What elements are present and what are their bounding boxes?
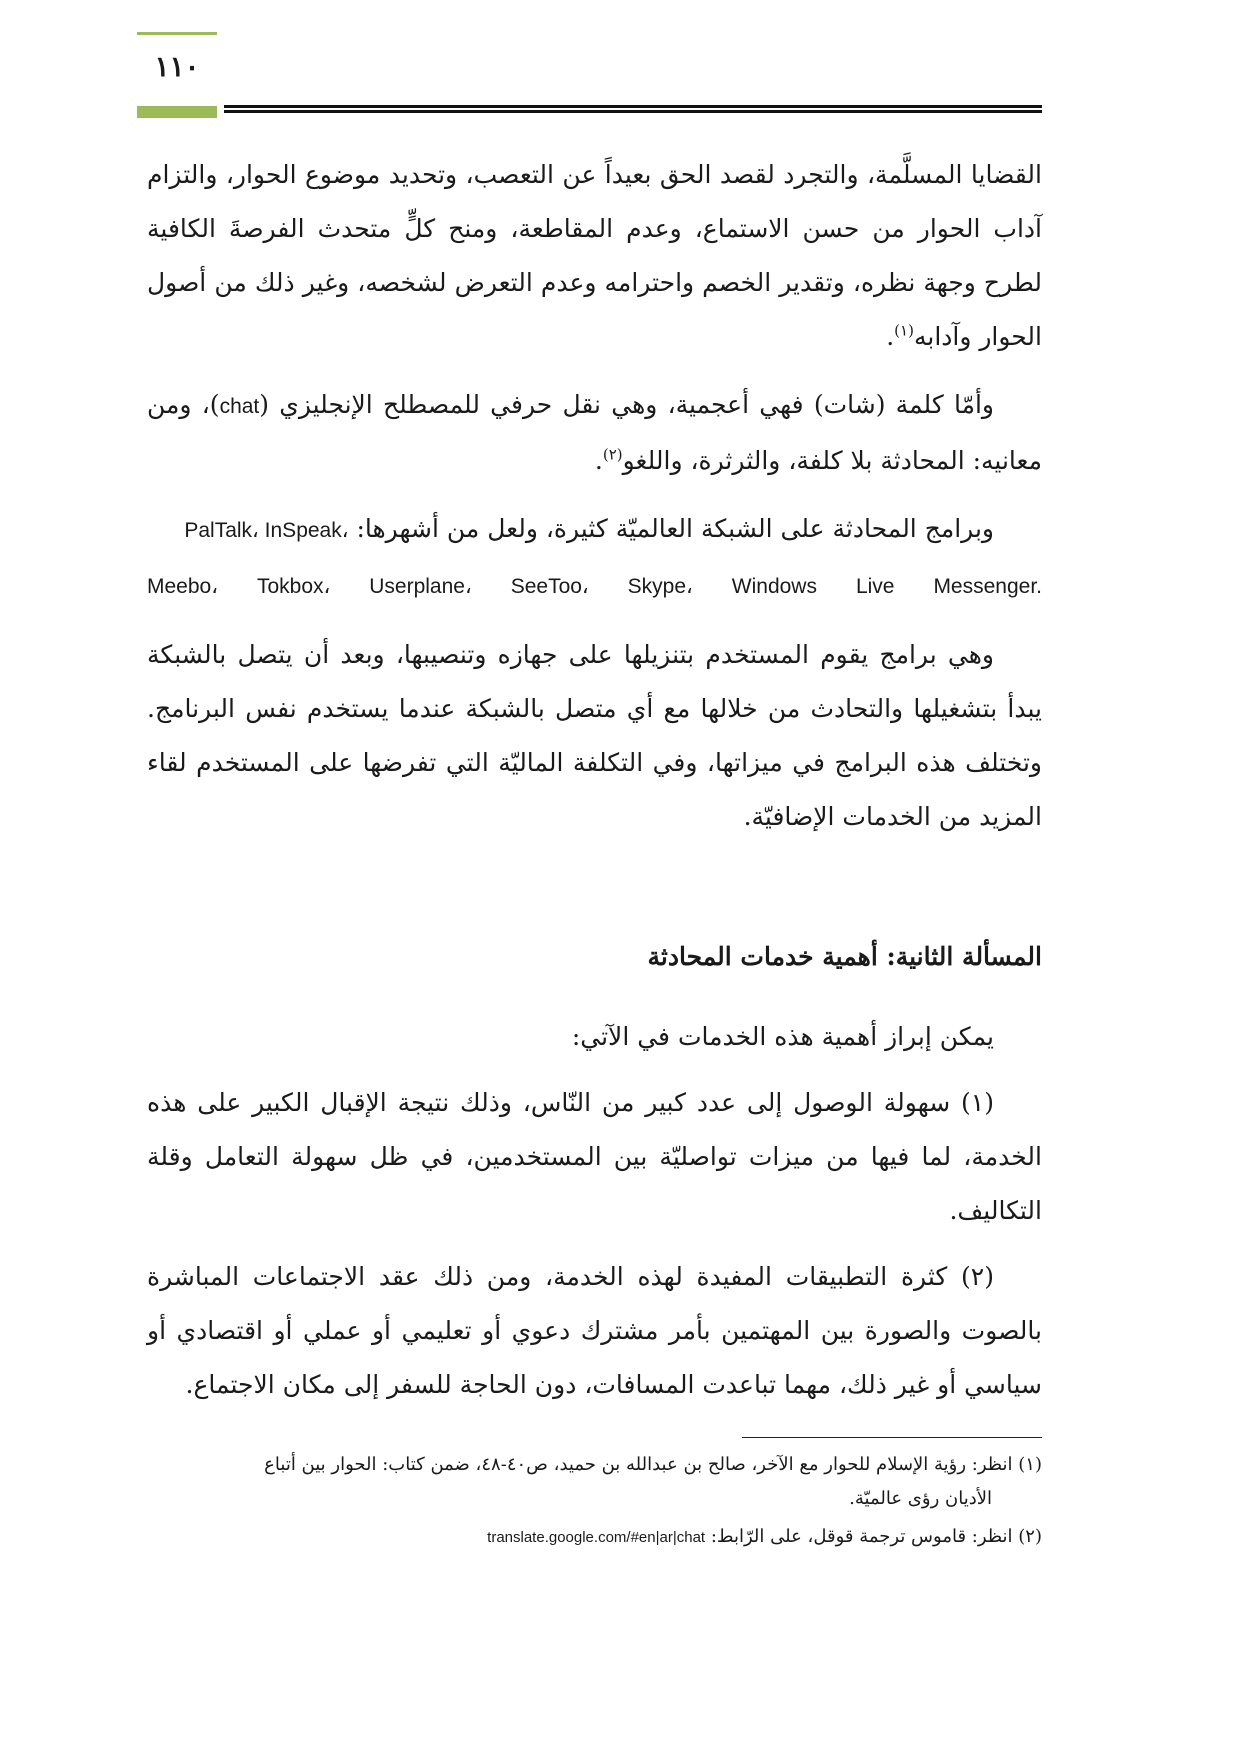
footnote-2-text: (٢) انظر: قاموس ترجمة قوقل، على الرّابط: [705, 1526, 1042, 1547]
header-rule [224, 105, 1042, 113]
footnote-divider [742, 1437, 1042, 1438]
paragraph-2 [147, 378, 1042, 488]
program-names-2: Meebo، Tokbox، Userplane، SeeToo، Skype، Windows Live Messenger. [147, 575, 1042, 598]
section-2-text [147, 1010, 1042, 1424]
section-2-intro: يمكن إبراز أهمية هذه الخدمات في الآتي: [571, 1022, 994, 1051]
header-accent-bar [137, 106, 217, 118]
page-number-rule [137, 32, 217, 35]
footnote-1 [147, 1448, 1042, 1482]
paragraph-1-text: القضايا المسلَّمة، والتجرد لقصد الحق بعيداً عن التعصب، وتحديد موضوع الحوار، والتزام آداب الحوار من حسن الاستماع، وعدم المقاطعة، ومنح كلٍّ متحدث الفرصةَ الكافية لطرح وجهة نظره، وتقدير الخصم واحترامه وعدم التعرض لشخصه، وغير ذلك من أصول الحوار وآدابه [147, 160, 1042, 351]
body-text [147, 148, 1042, 858]
paragraph-1-end: . [886, 322, 895, 351]
paragraph-3-programs [147, 558, 1042, 614]
chat-term: chat [219, 395, 260, 418]
paragraph-2-end: . [594, 446, 603, 475]
paragraph-3 [147, 502, 1042, 558]
section-heading: المسألة الثانية: أهمية خدمات المحادثة [647, 942, 1042, 971]
section-2-item-2: (٢) كثرة التطبيقات المفيدة لهذه الخدمة، ومن ذلك عقد الاجتماعات المباشرة بالصوت والصورة بين المهتمين بأمر مشترك دعوي أو تعليمي أو عملي أو اقتصادي أو سياسي أو غير ذلك، مهما تباعدت المسافات، دون الحاجة للسفر إلى مكان الاجتماع. [147, 1262, 1042, 1399]
footnote-ref-2[interactable]: (٢) [602, 445, 623, 464]
paragraph-1 [147, 148, 1042, 364]
footnote-2 [147, 1520, 1042, 1555]
section-2-item-1: (١) سهولة الوصول إلى عدد كبير من النّاس، وذلك نتيجة الإقبال الكبير على هذه الخدمة، لما فيها من ميزات تواصليّة بين المستخدمين، في ظل سهولة التعامل وقلة التكاليف. [147, 1088, 1042, 1225]
footnote-ref-1[interactable]: (١) [894, 321, 914, 340]
program-names-1: PalTalk، InSpeak، [184, 519, 349, 542]
paragraph-2-text-b: )، ومن معانيه: المحادثة بلا كلفة، والثرثرة، واللغو [147, 390, 1042, 475]
footnotes [147, 1448, 1042, 1559]
paragraph-4: وهي برامج يقوم المستخدم بتنزيلها على جهازه وتنصيبها، وبعد أن يتصل بالشبكة يبدأ بتشغيلها والتحادث من خلالها مع أي متصل بالشبكة عندما يستخدم نفس البرنامج. وتختلف هذه البرامج في ميزاتها، وفي التكلفة الماليّة التي تفرضها على المستخدم لقاء المزيد من الخدمات الإضافيّة. [147, 640, 1042, 831]
footnote-1-text: (١) انظر: رؤية الإسلام للحوار مع الآخر، صالح بن عبدالله بن حميد، ص٤٠-٤٨، ضمن كتاب: الحوار بين أتباع [264, 1454, 1042, 1475]
footnote-1-continued: الأديان رؤى عالميّة. [849, 1488, 992, 1509]
page-number: ١١٠ [154, 50, 200, 83]
paragraph-2-text-a: وأمّا كلمة (شات) فهي أعجمية، وهي نقل حرفي للمصطلح الإنجليزي ( [259, 390, 994, 419]
paragraph-3-text: وبرامج المحادثة على الشبكة العالميّة كثيرة، ولعل من أشهرها: [348, 514, 994, 543]
footnote-2-link[interactable]: translate.google.com/#en|ar|chat [487, 1529, 706, 1546]
